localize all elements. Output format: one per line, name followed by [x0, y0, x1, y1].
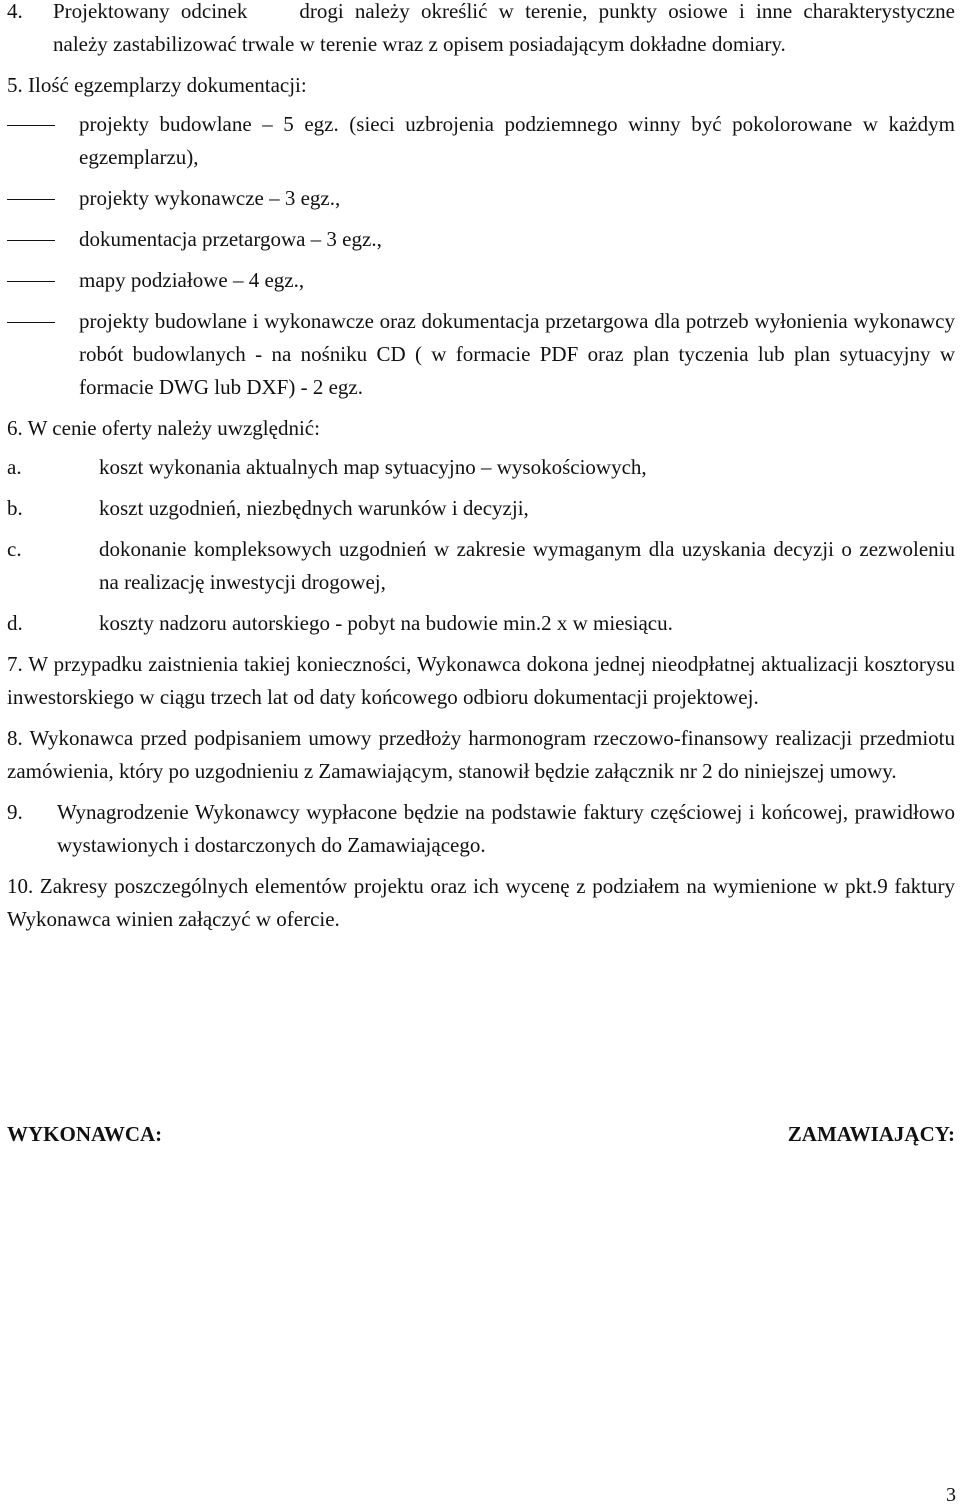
section-4 — [7, 0, 955, 61]
client-signature-label: ZAMAWIAJĄCY: — [787, 1122, 955, 1146]
section-8: 8. Wykonawca przed podpisaniem umowy przedłoży harmonogram rzeczowo-finansowy realizacji przedmiotu zamówienia, który po uzgodnieniu z Zamawiającym, stanowił będzie załącznik nr 2 do niniejszej umowy. — [7, 726, 955, 783]
list-marker: b. — [7, 496, 23, 520]
list-marker: d. — [7, 611, 23, 635]
list-item: projekty budowlane i wykonawcze oraz dokumentacja przetargowa dla potrzeb wyłonienia wykonawcy robót budowlanych - na nośniku CD ( w formacie PDF oraz plan tyczenia lub plan sytuacyjny w formacie DWG lub DXF) - 2 egz. — [7, 305, 955, 404]
list-item: projekty budowlane – 5 egz. (sieci uzbrojenia podziemnego winny być pokolorowane w każdym egzemplarzu), — [7, 108, 955, 174]
list-item: projekty wykonawcze – 3 egz., — [7, 182, 955, 215]
dash-bullet-icon — [7, 108, 79, 141]
list-item: c. dokonanie kompleksowych uzgodnień w zakresie wymaganym dla uzyskania decyzji o zezwoleniu na realizację inwestycji drogowej, — [7, 533, 955, 599]
section-9-number: 9. — [7, 800, 23, 824]
list-item: mapy podziałowe – 4 egz., — [7, 264, 955, 297]
section-4-text-a: Projektowany odcinek — [53, 0, 248, 23]
section-5-heading: 5. Ilość egzemplarzy dokumentacji: — [7, 73, 307, 97]
section-7: 7. W przypadku zaistnienia takiej konieczności, Wykonawca dokona jednej nieodpłatnej aktualizacji kosztorysu inwestorskiego w ciągu trzech lat od daty końcowego odbioru dokumentacji projektowej. — [7, 652, 955, 709]
dash-bullet-icon — [7, 305, 79, 338]
section-9-text: Wynagrodzenie Wykonawcy wypłacone będzie na podstawie faktury częściowej i końcowej, prawidłowo wystawionych i dostarczonych do Zamawiającego. — [57, 800, 955, 857]
list-marker: c. — [7, 537, 22, 561]
dash-bullet-icon — [7, 223, 79, 256]
section-9 — [7, 796, 955, 862]
document-page — [7, 0, 955, 944]
section-4-text-b: drogi należy określić w terenie, punkty osiowe i inne charakterystyczne należy zastabilizować trwale w terenie wraz z opisem posiadającym dokładne domiary. — [53, 0, 955, 56]
list-item: dokumentacja przetargowa – 3 egz., — [7, 223, 955, 256]
list-marker: a. — [7, 455, 22, 479]
dash-bullet-icon — [7, 182, 79, 215]
list-item: d. koszty nadzoru autorskiego - pobyt na budowie min.2 x w miesiącu. — [7, 607, 955, 640]
page-number: 3 — [946, 1484, 956, 1506]
signature-row — [7, 1118, 955, 1151]
section-10: 10. Zakresy poszczególnych elementów projektu oraz ich wycenę z podziałem na wymienione w pkt.9 faktury Wykonawca winien załączyć w ofercie. — [7, 874, 955, 931]
section-5-list — [7, 108, 955, 404]
list-item: b. koszt uzgodnień, niezbędnych warunków i decyzji, — [7, 492, 955, 525]
dash-bullet-icon — [7, 264, 79, 297]
section-4-number: 4. — [7, 0, 23, 23]
section-6-list — [7, 451, 955, 640]
list-item: a. koszt wykonania aktualnych map sytuacyjno – wysokościowych, — [7, 451, 955, 484]
contractor-signature-label: WYKONAWCA: — [7, 1122, 163, 1146]
section-6-heading: 6. W cenie oferty należy uwzględnić: — [7, 416, 320, 440]
